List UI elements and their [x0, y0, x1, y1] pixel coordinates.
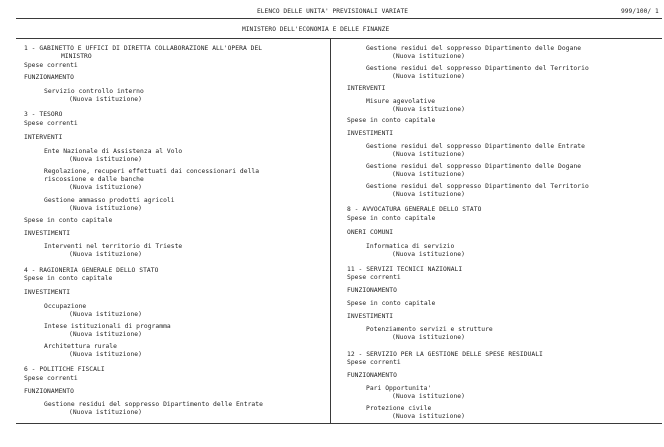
expense-type: Spese in conto capitale: [347, 300, 436, 307]
unit-name: Misure agevolative: [366, 98, 436, 105]
expense-type: Spese correnti: [24, 120, 78, 127]
unit-note: (Nuova istituzione): [69, 311, 142, 318]
unit-note: (Nuova istituzione): [392, 73, 465, 80]
unit-name: Pari Opportunita': [366, 385, 432, 392]
header-rule: [16, 38, 662, 39]
category-label: ONERI COMUNI: [347, 229, 394, 236]
category-label: INTERVENTI: [24, 134, 63, 141]
unit-name: Intese istituzionali di programma: [44, 323, 171, 330]
category-label: INVESTIMENTI: [347, 130, 394, 137]
category-label: FUNZIONAMENTO: [347, 372, 397, 379]
unit-name: Gestione residui del soppresso Dipartimento delle Entrate: [366, 143, 585, 150]
unit-note: (Nuova istituzione): [392, 171, 465, 178]
unit-name: Ente Nazionale di Assistenza al Volo: [44, 148, 183, 155]
category-label: FUNZIONAMENTO: [347, 287, 397, 294]
section-title: 6 - POLITICHE FISCALI: [24, 366, 105, 373]
category-label: FUNZIONAMENTO: [24, 388, 74, 395]
category-label: INVESTIMENTI: [24, 289, 71, 296]
unit-name: Servizio controllo interno: [44, 88, 144, 95]
unit-note: (Nuova istituzione): [69, 331, 142, 338]
ministry-name: MINISTERO DELL'ECONOMIA E DELLE FINANZE: [242, 26, 390, 33]
section-title: 11 - SERVIZI TECNICI NAZIONALI: [347, 266, 463, 273]
section-title: 4 - RAGIONERIA GENERALE DELLO STATO: [24, 267, 159, 274]
unit-name-continued: riscossione e dalle banche: [44, 176, 144, 183]
category-label: FUNZIONAMENTO: [24, 74, 74, 81]
unit-name: Interventi nel territorio di Trieste: [44, 243, 183, 250]
unit-note: (Nuova istituzione): [69, 351, 142, 358]
category-label: INVESTIMENTI: [347, 313, 394, 320]
section-title: 1 - GABINETTO E UFFICI DI DIRETTA COLLABORAZIONE ALL'OPERA DEL: [24, 45, 263, 52]
expense-type: Spese in conto capitale: [347, 215, 436, 222]
section-title-continued: MINISTRO: [61, 53, 92, 60]
expense-type: Spese in conto capitale: [24, 275, 113, 282]
unit-name: Gestione residui del soppresso Dipartimento delle Entrate: [44, 401, 263, 408]
bottom-rule: [16, 423, 662, 424]
column-divider: [330, 39, 331, 423]
unit-name: Protezione civile: [366, 405, 432, 412]
unit-note: (Nuova istituzione): [69, 156, 142, 163]
unit-note: (Nuova istituzione): [392, 151, 465, 158]
unit-name: Gestione residui del soppresso Dipartimento del Territorio: [366, 65, 589, 72]
unit-note: (Nuova istituzione): [69, 251, 142, 258]
unit-note: (Nuova istituzione): [392, 53, 465, 60]
expense-type: Spese in conto capitale: [347, 117, 436, 124]
expense-type: Spese in conto capitale: [24, 217, 113, 224]
category-label: INTERVENTI: [347, 85, 386, 92]
unit-note: (Nuova istituzione): [392, 413, 465, 420]
unit-note: (Nuova istituzione): [69, 409, 142, 416]
section-title: 3 - TESORO: [24, 111, 63, 118]
unit-name: Occupazione: [44, 303, 87, 310]
expense-type: Spese correnti: [347, 274, 401, 281]
top-rule: [16, 18, 662, 19]
unit-note: (Nuova istituzione): [69, 184, 142, 191]
unit-note: (Nuova istituzione): [392, 393, 465, 400]
section-title: 8 - AVVOCATURA GENERALE DELLO STATO: [347, 206, 482, 213]
unit-name: Gestione residui del soppresso Dipartimento del Territorio: [366, 183, 589, 190]
unit-name: Informatica di servizio: [366, 243, 455, 250]
page-number: 999/100/ 1: [621, 8, 659, 15]
unit-note: (Nuova istituzione): [392, 251, 465, 258]
category-label: INVESTIMENTI: [24, 230, 71, 237]
unit-name: Gestione ammasso prodotti agricoli: [44, 197, 175, 204]
unit-note: (Nuova istituzione): [392, 334, 465, 341]
unit-name: Potenziamento servizi e strutture: [366, 326, 493, 333]
document-title: ELENCO DELLE UNITA' PREVISIONALI VARIATE: [257, 8, 409, 15]
unit-name: Gestione residui del soppresso Dipartimento delle Dogane: [366, 163, 582, 170]
expense-type: Spese correnti: [347, 359, 401, 366]
unit-note: (Nuova istituzione): [69, 205, 142, 212]
unit-name: Architettura rurale: [44, 343, 117, 350]
unit-note: (Nuova istituzione): [69, 96, 142, 103]
unit-name: Gestione residui del soppresso Dipartimento delle Dogane: [366, 45, 582, 52]
unit-name: Regolazione, recuperi effettuati dai concessionari della: [44, 168, 260, 175]
unit-note: (Nuova istituzione): [392, 106, 465, 113]
expense-type: Spese correnti: [24, 375, 78, 382]
section-title: 12 - SERVIZIO PER LA GESTIONE DELLE SPESE RESIDUALI: [347, 351, 543, 358]
expense-type: Spese correnti: [24, 62, 78, 69]
unit-note: (Nuova istituzione): [392, 191, 465, 198]
